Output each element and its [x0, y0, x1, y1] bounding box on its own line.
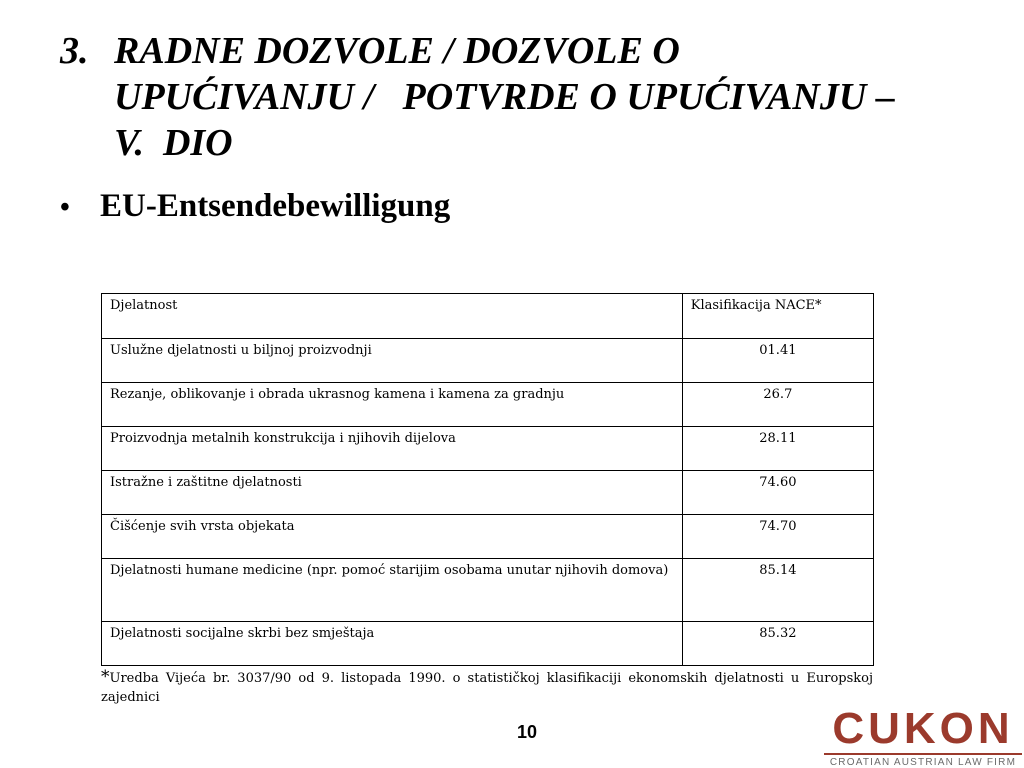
- header-nace: Klasifikacija NACE*: [682, 294, 873, 339]
- cukon-logo: [822, 705, 1024, 768]
- table-row: [102, 339, 874, 383]
- nace-code-cell: 01.41: [682, 339, 873, 383]
- activity-cell: Uslužne djelatnosti u biljnoj proizvodnji: [102, 339, 683, 383]
- title-line: UPUĆIVANJU / POTVRDE O UPUĆIVANJU –: [114, 76, 895, 118]
- nace-code-cell: 74.70: [682, 515, 873, 559]
- logo-tagline: CROATIAN AUSTRIAN LAW FIRM: [829, 757, 1017, 768]
- footnote-star: *: [101, 667, 110, 687]
- footnote: [101, 668, 873, 707]
- nace-code-cell: 85.32: [682, 622, 873, 666]
- title-line: RADNE DOZVOLE / DOZVOLE O: [114, 30, 680, 72]
- header-activity: Djelatnost: [102, 294, 683, 339]
- logo-wordmark: CUKON: [832, 704, 1014, 753]
- table-row: [102, 515, 874, 559]
- activity-cell: Čišćenje svih vrsta objekata: [102, 515, 683, 559]
- table-row: [102, 622, 874, 666]
- nace-code-cell: 74.60: [682, 471, 873, 515]
- table-row: [102, 383, 874, 427]
- activity-cell: Djelatnosti socijalne skrbi bez smještaja: [102, 622, 683, 666]
- activity-cell: Istražne i zaštitne djelatnosti: [102, 471, 683, 515]
- table-row: [102, 471, 874, 515]
- subtitle: EU-Entsendebewilligung: [100, 188, 451, 224]
- title-number: 3.: [60, 30, 89, 72]
- table-row: [102, 559, 874, 622]
- nace-code-cell: 26.7: [682, 383, 873, 427]
- activity-cell: Rezanje, oblikovanje i obrada ukrasnog kamena i kamena za gradnju: [102, 383, 683, 427]
- slide-title: [60, 28, 960, 166]
- bullet-icon: •: [60, 192, 70, 223]
- title-line: V. DIO: [114, 122, 233, 164]
- activity-cell: Proizvodnja metalnih konstrukcija i njihovih dijelova: [102, 427, 683, 471]
- footnote-text: Uredba Vijeća br. 3037/90 od 9. listopada 1990. o statističkoj klasifikaciji ekonomskih djelatnosti u Europskoj zajednici: [101, 671, 873, 705]
- bullet-item: [60, 186, 450, 228]
- page-number: 10: [516, 722, 538, 742]
- table-row: [102, 427, 874, 471]
- nace-code-cell: 85.14: [682, 559, 873, 622]
- nace-code-cell: 28.11: [682, 427, 873, 471]
- title-text: [114, 28, 960, 166]
- activity-cell: Djelatnosti humane medicine (npr. pomoć starijim osobama unutar njihovih domova): [102, 559, 683, 622]
- table-header-row: [102, 294, 874, 339]
- nace-table: [101, 293, 874, 666]
- logo-divider: [824, 753, 1022, 755]
